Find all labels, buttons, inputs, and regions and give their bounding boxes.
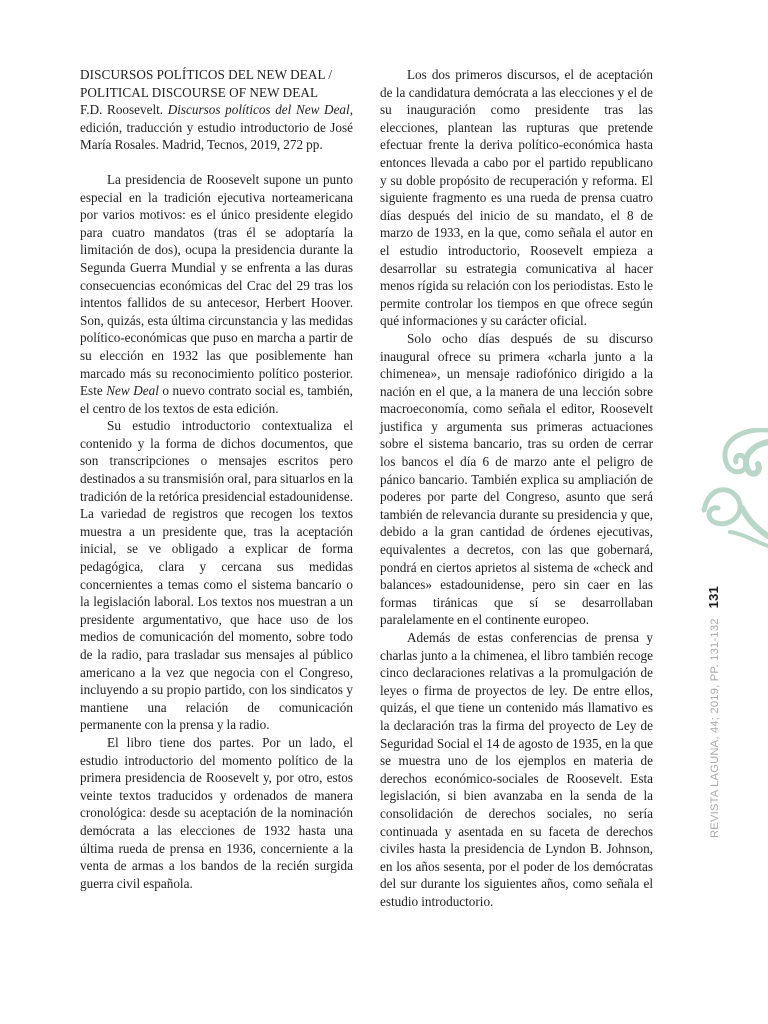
book-reference xyxy=(80,66,353,154)
right-paragraph-2: Solo ocho días después de su discurso inaugural ofrece su primera «charla junto a la chimenea», un mensaje radiofónico dirigido a la nación en el que, a la manera de una lección sobre macroeconomía, como señala el editor, Roosevelt justifica y argumenta sus primeras actuaciones sobre el sistema bancario, tras su orden de cerrar los bancos el día 6 de marzo ante el peligro de pánico bancario. También explica su ampliación de poderes por parte del Congreso, asunto que será también de relevancia durante su presidencia y que, debido a la gran cantidad de órdenes ejecutivas, equivalentes a decretos, con las que gobernará, pondrá en ciertos aprietos al sistema de «check and balances» estadounidense, pero sin caer en las formas tiránicas que sí se desarrollaban paralelamente en el continente europeo. xyxy=(380,330,653,628)
left-paragraph-1 xyxy=(80,171,353,417)
reference-heading-en: POLITICAL DISCOURSE OF NEW DEAL xyxy=(80,84,319,100)
left-column xyxy=(80,66,353,892)
reference-citation xyxy=(80,101,353,154)
reference-book-title: Discursos políticos del New Deal xyxy=(167,102,350,118)
right-paragraph-3: Además de estas conferencias de prensa y charlas junto a la chimenea, el libro también recoge cinco declaraciones relativas a la promulgación de leyes o firma de proyectos de ley. De entre ellos, quizás, el que tiene un contenido más llamativo es la declaración tras la firma del proyecto de Ley de Seguridad Social el 14 de agosto de 1935, en la que se muestra uno de los ejemplos en materia de derechos económico-sociales de Roosevelt. Esta legislación, si bien avanzaba en la senda de la consolidación de derechos sociales, no sería continuada y asentada en su faceta de derechos civiles hasta la presidencia de Lyndon B. Johnson, en los años sesenta, por el poder de los demócratas del sur durante los siguientes años, como señala el estudio introductorio. xyxy=(380,630,653,909)
reference-heading-es: DISCURSOS POLÍTICOS DEL NEW DEAL / xyxy=(80,67,333,82)
leaf-swirl-icon xyxy=(700,428,768,548)
left-paragraph-3: El libro tiene dos partes. Por un lado, el estudio introductorio del momento político de la primera presidencia de Roosevelt y, por otro, estos veinte textos traducidos y ordenados de manera cronológica: desde su aceptación de la nominación demócrata a las elecciones de 1932 hasta una última rueda de prensa en 1936, concerniente a la venta de armas a los bandos de la recién surgida guerra civil española. xyxy=(80,734,353,891)
left-paragraph-1-italic: New Deal xyxy=(106,383,159,399)
left-paragraph-1-text: La presidencia de Roosevelt supone un punto especial en la tradición ejecutiva norteamericana por varios motivos: es el único presidente elegido para cuatro mandatos (tras él se adoptaría la limitación de dos), ocupa la presidencia durante la Segunda Guerra Mundial y se enfrenta a las duras consecuencias económicas del Crac del 29 tras los intentos fallidos de su antecesor, Herbert Hoover. Son, quizás, esta última circunstancia y las medidas político-económicas que puso en marcha a partir de su elección en 1932 las que posiblemente han marcado más su reconocimiento político posterior. Este xyxy=(80,171,353,399)
reference-author: F.D. Roosevelt. xyxy=(80,102,168,118)
right-column xyxy=(380,66,653,911)
left-paragraph-1-end: o nuevo contrato social es, también, el centro de los textos de esta edición. xyxy=(80,383,353,416)
right-paragraph-1: Los dos primeros discursos, el de aceptación de la candidatura demócrata a las elecciones y el de su inauguración como presidente tras las elecciones, plantean las rupturas que pretende efectuar frente la deriva político-económica hasta entonces llevada a cabo por el partido republicano y su doble propósito de recuperación y reforma. El siguiente fragmento es una rueda de prensa cuatro días después del inicio de su mandato, el 8 de marzo de 1933, en la que, como señala el autor en el estudio introductorio, Roosevelt empieza a desarrollar su estrategia comunicativa al hacer menos rígida su relación con los periodistas. Esto le permite controlar los tiempos en que ofrece según qué informaciones y su carácter oficial. xyxy=(380,67,653,329)
page-number: 131 xyxy=(706,586,721,609)
journal-citation: REVISTA LAGUNA, 44; 2019, PP. 131-132 xyxy=(709,618,721,838)
left-paragraph-2: Su estudio introductorio contextualiza el contenido y la forma de dichos documentos, que son transcripciones o mensajes escritos pero destinados a su transmisión oral, para situarlos en la tradición de la retórica presidencial estadounidense. La variedad de registros que recogen los textos muestra a un presidente que, tras la aceptación inicial, se ve obligado a explicar de forma pedagógica, clara y cercana sus medidas concernientes a temas como el sistema bancario o la legislación laboral. Los textos nos muestran a un presidente argumentativo, que hace uso de los medios de comunicación del momento, sobre todo de la radio, para trasladar sus mensajes al público americano a la vez que negocia con el Congreso, incluyendo a su propio partido, con los sindicatos y mantiene una relación de comunicación permanente con la prensa y la radio. xyxy=(80,418,353,733)
reference-details: , edición, traducción y estudio introductorio de José María Rosales. Madrid, Tecnos, 2019, 272 pp. xyxy=(80,102,353,153)
journal-sidebar xyxy=(706,586,721,838)
